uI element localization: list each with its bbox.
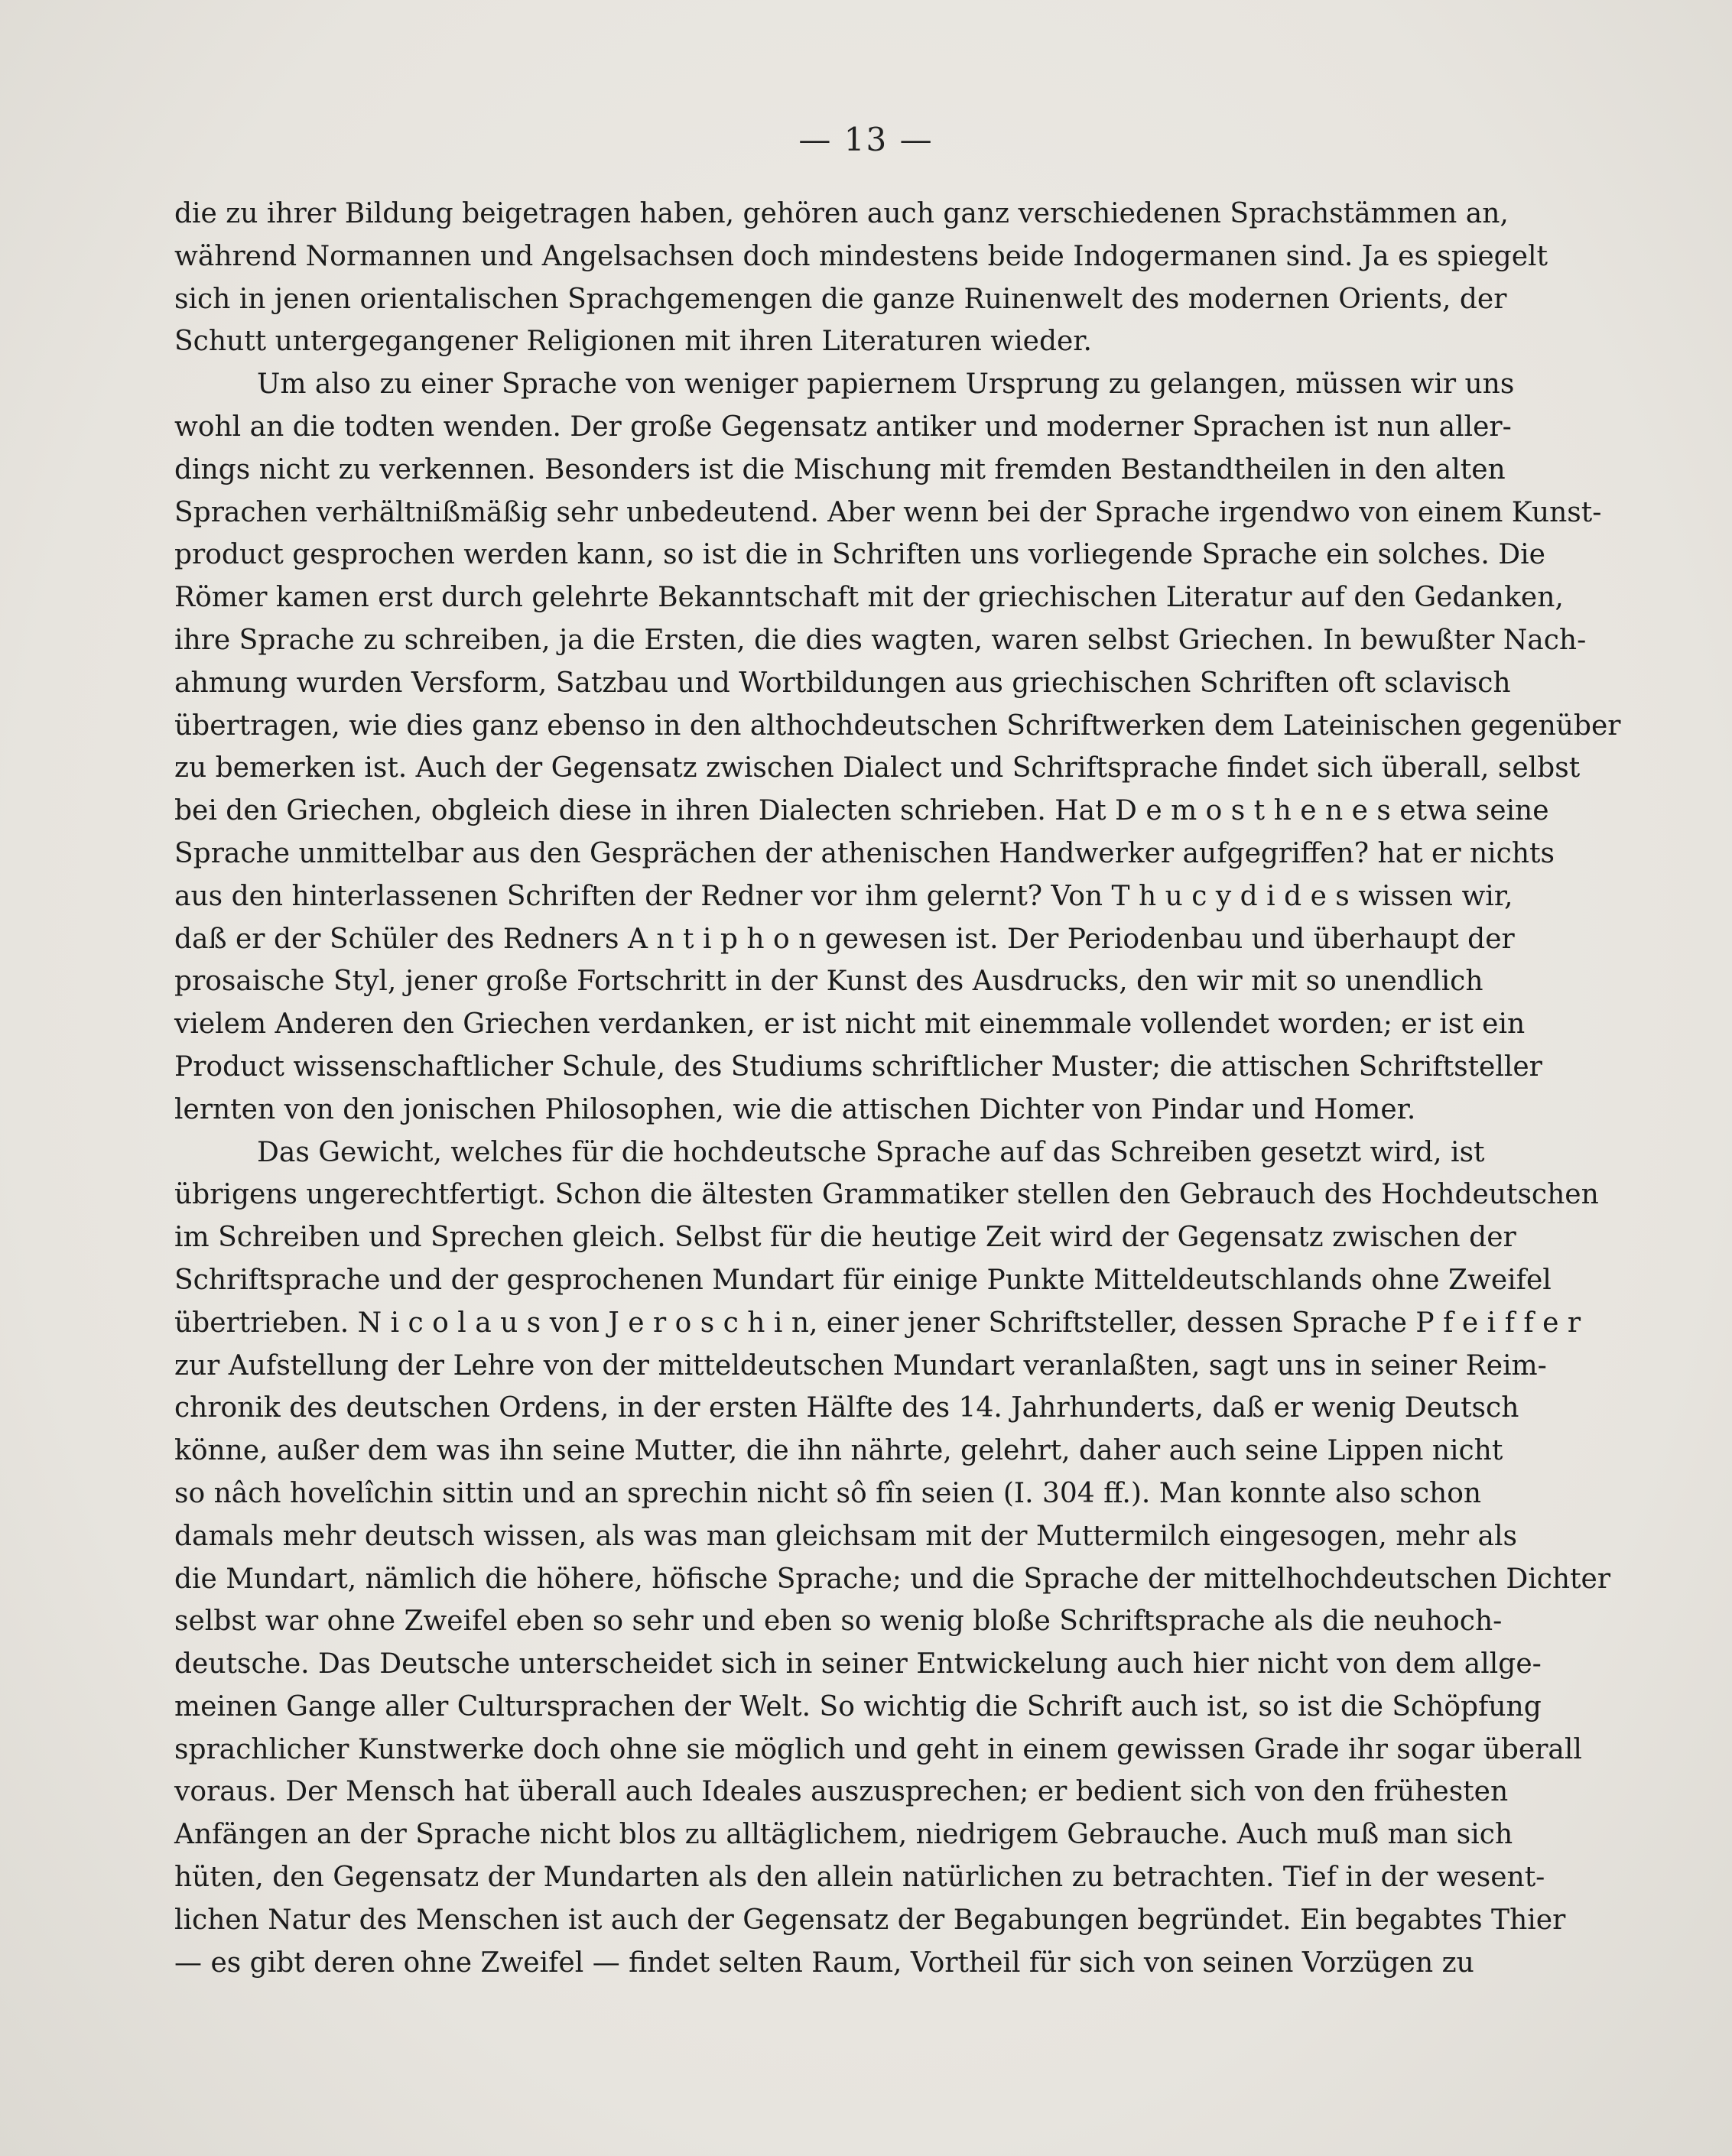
text-line: Um also zu einer Sprache von weniger papiernem Ursprung zu gelangen, müssen wir uns	[257, 369, 1515, 401]
text-line: chronik des deutschen Ordens, in der ersten Hälfte des 14. Jahrhunderts, daß er wenig Deutsch	[174, 1392, 1519, 1424]
text-line: selbst war ohne Zweifel eben so sehr und eben so wenig bloße Schriftsprache als die neuhoch-	[174, 1606, 1503, 1638]
text-line: damals mehr deutsch wissen, als was man gleichsam mit der Muttermilch eingesogen, mehr als	[174, 1520, 1517, 1552]
text-line: ihre Sprache zu schreiben, ja die Ersten, die dies wagten, waren selbst Griechen. In bewußter Nach-	[174, 624, 1587, 656]
body-text	[174, 193, 1621, 1984]
text-line: im Schreiben und Sprechen gleich. Selbst für die heutige Zeit wird der Gegensatz zwischen der	[174, 1222, 1516, 1254]
text-line: übertragen, wie dies ganz ebenso in den althochdeutschen Schriftwerken dem Lateinischen gegenüber	[174, 709, 1621, 742]
text-line: Schriftsprache und der gesprochenen Mundart für einige Punkte Mitteldeutschlands ohne Zweifel	[174, 1264, 1552, 1296]
page-number: — 13 —	[798, 121, 934, 158]
text-line: könne, außer dem was ihn seine Mutter, die ihn nährte, gelehrt, daher auch seine Lippen nicht	[174, 1435, 1503, 1467]
text-line: prosaische Styl, jener große Fortschritt in der Kunst des Ausdrucks, den wir mit so unendlich	[174, 966, 1483, 998]
text-line: ahmung wurden Versform, Satzbau und Wortbildungen aus griechischen Schriften oft sclavisch	[174, 667, 1511, 699]
text-line: lernten von den jonischen Philosophen, wie die attischen Dichter von Pindar und Homer.	[174, 1093, 1416, 1125]
text-line: Römer kamen erst durch gelehrte Bekanntschaft mit der griechischen Literatur auf den Gedanken,	[174, 582, 1564, 614]
text-line: Das Gewicht, welches für die hochdeutsche Sprache auf das Schreiben gesetzt wird, ist	[257, 1136, 1485, 1168]
text-line: vielem Anderen den Griechen verdanken, er ist nicht mit einemmale vollendet worden; er ist ein	[174, 1008, 1526, 1041]
text-line: Sprache unmittelbar aus den Gesprächen der athenischen Handwerker aufgegriffen? hat er nichts	[174, 837, 1555, 869]
text-line: Anfängen an der Sprache nicht blos zu alltäglichem, niedrigem Gebrauche. Auch muß man sich	[174, 1819, 1513, 1851]
text-line: hüten, den Gegensatz der Mundarten als den allein natürlichen zu betrachten. Tief in der wesent-	[174, 1862, 1545, 1894]
text-line: meinen Gange aller Cultursprachen der Welt. So wichtig die Schrift auch ist, so ist die Schöpfung	[174, 1690, 1542, 1723]
text-line: — es gibt deren ohne Zweifel — findet selten Raum, Vortheil für sich von seinen Vorzügen zu	[174, 1947, 1474, 1979]
text-line: so nâch hovelîchin sittin und an sprechin nicht sô fîn seien (I. 304 ff.). Man konnte also schon	[174, 1477, 1482, 1509]
text-line: sich in jenen orientalischen Sprachgemengen die ganze Ruinenwelt des modernen Orients, der	[174, 283, 1507, 315]
text-line: übrigens ungerechtfertigt. Schon die ältesten Grammatiker stellen den Gebrauch des Hochdeutschen	[174, 1179, 1599, 1211]
text-line: product gesprochen werden kann, so ist die in Schriften uns vorliegende Sprache ein solches. Die	[174, 539, 1545, 571]
text-line: zu bemerken ist. Auch der Gegensatz zwischen Dialect und Schriftsprache findet sich überall, selbst	[174, 752, 1581, 784]
text-line: sprachlicher Kunstwerke doch ohne sie möglich und geht in einem gewissen Grade ihr sogar überall	[174, 1733, 1582, 1765]
text-line: dings nicht zu verkennen. Besonders ist die Mischung mit fremden Bestandtheilen in den alten	[174, 453, 1506, 485]
text-line: zur Aufstellung der Lehre von der mitteldeutschen Mundart veranlaßten, sagt uns in seiner Reim-	[174, 1349, 1547, 1382]
text-line: daß er der Schüler des Redners A n t i p h o n gewesen ist. Der Periodenbau und überhaupt der	[174, 923, 1515, 955]
text-line: Sprachen verhältnißmäßig sehr unbedeutend. Aber wenn bei der Sprache irgendwo von einem Kunst-	[174, 496, 1602, 528]
text-line: Product wissenschaftlicher Schule, des Studiums schriftlicher Muster; die attischen Schriftsteller	[174, 1050, 1542, 1083]
text-line: wohl an die todten wenden. Der große Gegensatz antiker und moderner Sprachen ist nun aller-	[174, 411, 1512, 443]
text-line: aus den hinterlassenen Schriften der Redner vor ihm gelernt? Von T h u c y d i d e s wissen wir,	[174, 880, 1513, 912]
text-line: lichen Natur des Menschen ist auch der Gegensatz der Begabungen begründet. Ein begabtes Thier	[174, 1904, 1566, 1936]
text-line: die zu ihrer Bildung beigetragen haben, gehören auch ganz verschiedenen Sprachstämmen an,	[174, 198, 1509, 229]
text-line: während Normannen und Angelsachsen doch mindestens beide Indogermanen sind. Ja es spiegelt	[174, 240, 1548, 272]
text-line: bei den Griechen, obgleich diese in ihren Dialecten schrieben. Hat D e m o s t h e n e s etwa seine	[174, 795, 1549, 827]
text-line: deutsche. Das Deutsche unterscheidet sich in seiner Entwickelung auch hier nicht von dem allge-	[174, 1648, 1542, 1680]
text-line: übertrieben. N i c o l a u s von J e r o s c h i n, einer jener Schriftsteller, dessen Sprache P f e i f f e r	[174, 1307, 1581, 1339]
text-line: die Mundart, nämlich die höhere, höfische Sprache; und die Sprache der mittelhochdeutschen Dichter	[174, 1563, 1611, 1595]
text-line: voraus. Der Mensch hat überall auch Ideales auszusprechen; er bedient sich von den frühesten	[174, 1776, 1509, 1808]
text-line: Schutt untergegangener Religionen mit ihren Literaturen wieder.	[174, 326, 1092, 358]
